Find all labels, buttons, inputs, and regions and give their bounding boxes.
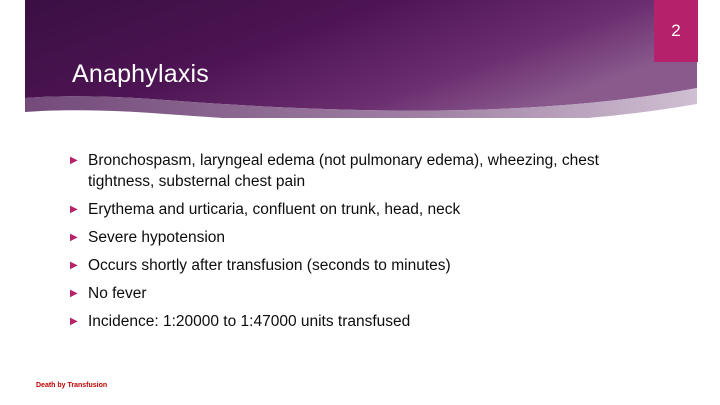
list-item [70,227,660,248]
list-item-text: Severe hypotension [88,229,226,246]
list-item-text: Incidence: 1:20000 to 1:47000 units transfused [88,313,411,330]
list-item-text: Bronchospasm, laryngeal edema (not pulmonary edema), wheezing, chest tightness, substernal chest pain [88,152,599,190]
list-item [70,283,660,304]
header-banner [25,0,697,118]
bullet-marker-icon: ▶ [70,204,78,215]
list-item-text: Occurs shortly after transfusion (seconds to minutes) [88,257,451,274]
bullet-marker-icon: ▶ [70,316,78,327]
bullet-marker-icon: ▶ [70,232,78,243]
list-item [70,311,660,332]
list-item [70,255,660,276]
bullet-list [70,150,660,339]
list-item-text: No fever [88,285,147,302]
slide-number-badge [654,0,698,62]
list-item [70,150,660,192]
slide-number: 2 [671,21,681,40]
bullet-marker-icon: ▶ [70,260,78,271]
slide-footer: Death by Transfusion [36,382,108,389]
list-item-text: Erythema and urticaria, confluent on trunk, head, neck [88,201,461,218]
list-item [70,199,660,220]
page-title: Anaphylaxis [72,60,210,88]
bullet-marker-icon: ▶ [70,288,78,299]
bullet-marker-icon: ▶ [70,155,78,166]
